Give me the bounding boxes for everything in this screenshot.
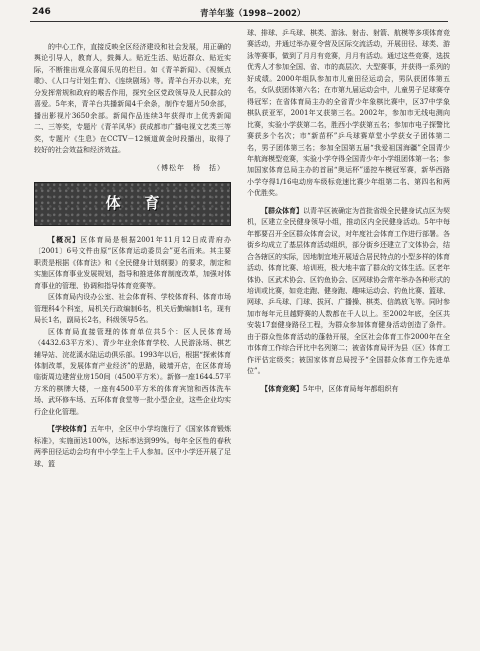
- school-sports-continuation: 球、排球、乒乓球、棋类、游泳、射击、射箭、航模等多项体育竞赛活动，并通过举办夏令营及区际交流活动，开展田径、球类、游泳等赛事，做到了月月有竞赛，月月有活动。通过这些竞赛，选拔优秀人才参加全国、省、市的高层次、大型赛事，并获得一系列的好成绩。2000年组队参加市儿童田径运动会，男队获团体第五名，女队获团体第六名；在市第九届运动会中，儿童男子足球赛夺得冠军；在省体育局主办的全省青少年象棋比赛中，区37中学象棋队获亚军，2001年又获第三名。2002年，参加市无线电测向比赛，实验小学获第二名，胜西小学获第五名；参加市电子探警比赛获多个名次；市“新苗杯”乒乓球赛草堂小学获女子团体第二名，男子团体第三名；参加全国第五届“我爱祖国海疆”全国青少年航海模型竞赛，实验小学夺得全国青少年小学组团体第一名；参加国家体育总局主办的首届“奥运杯”遥控车模冠军赛，新华西路小学夺得1/16电动房车级标竞速比赛少年组第二名、第四名和两个优胜奖。: [247, 29, 450, 198]
- author-signature: （傅松年 杨 括）: [153, 163, 225, 172]
- intro-paragraph: 的中心工作，直接反映全区经济建设和社会发展，用正确的舆论引导人，教育人，鼓舞人。贴近生活、贴近群众、贴近实际，不断推出观众喜闻乐见的栏目。如《青羊新闻》、《视频点歌》、《人口与计划生育》、《连续剧场》等。青羊台开办以来，充分发挥常规和政府的喉舌作用，探究全区党政领导及人民群众的喜爱。5年来，青羊台共播新闻4千余条，制作专题片50余部，播出影视片3650余部。新闻作品连续3年获得市上优秀新闻二、三等奖，专题片《青羊风华》获成都市广播电视文艺类三等奖，专题片《生息》在CCTV－12频道黄金时段播出，取得了较好的社会效益和经济效益。: [34, 43, 231, 155]
- overview-label: 【概况】: [48, 235, 81, 244]
- facilities-paragraph: 区体育局直接管理的体育单位共5个：区人民体育场（4432.63平方米）、青少年业余体育学校、人民游泳场、棋艺辅导站、浣花溪水陆运动俱乐部。1993年以后，根据“探索体育体制改革，发展体育产业经济”的思路，破墙开店，在区体育场临街周边建营业房150间（4500平方米）。新修一座1644.57平方米的棋牌大楼，一座有4500平方米的体育宾馆和西体洗车场、武环修车场、五环体育食堂等一批小型企业，这些企业均实行企业化管理。: [34, 327, 231, 416]
- mass-sports-text: 以青羊区被确定为首批省级全民健身试点区为契机，区建立全民健身领导小组，推动区内全民健身活动。5年中每年都要召开全区群众体育会议，对年度社会体育工作进行部署。各街乡均成立了基层体育活动组织，部分街乡还建立了文体协会，结合各辖区的实际，因地制宜地开展适合居民特点的小型多样的体育活动、体育比赛、培训班，极大地丰富了群众的文体生活。区老年体协、区武术协会、区钓鱼协会、区网球协会常年举办各种形式的培训或比赛，如竞走跑、健身跑、趣味运动会、钓鱼比赛、篮球、网球、乒乓球、门球、拔河、广播操、棋类、信鸽放飞等。同时参加市每年元旦越野赛的人数都在千人以上。至2002年底，全区共安装17套健身路径工程，为群众参加体育健身活动创造了条件。由于群众性体育活动的蓬勃开展，全区社会体育工作2000年在全市体育工作综合评比中名列第二；被省体育局评为县（区）体育工作评估定级奖；被国家体育总局授予“全国群众体育工作先进单位”。: [247, 206, 450, 376]
- overview-paragraph: [34, 235, 231, 292]
- overview-text: 区体育局是根据2001年11月12日成青府办〔2001〕6号文件由原“区体育运动委员会”更名而来。其主要职责是根据《体育法》和《全民健身计划纲要》的要求，制定和实施区体育事业发展规划，指导和推进体育制度改革，加强对体育事业的管理、协调和指导体育竞赛等。: [34, 235, 231, 290]
- competition-text: 5年中，区体育局每年都组织有: [303, 384, 399, 393]
- header-rule: [30, 21, 448, 22]
- right-column: [247, 28, 450, 395]
- mass-sports-label: 【群众体育】: [261, 206, 303, 215]
- school-sports-paragraph: [34, 424, 231, 470]
- competition-paragraph: [247, 384, 450, 395]
- competition-label: 【体育竞赛】: [261, 384, 303, 393]
- section-banner: [34, 182, 231, 226]
- section-title: 体育: [105, 194, 184, 213]
- mass-sports-paragraph: [247, 206, 450, 378]
- school-sports-text: 五年中，全区中小学均施行了《国家体育锻炼标准》，实施面达100%，达标率达到99%。每年全区性的春秋两季田径运动会均有中小学生上千人参加。区中小学还开展了足球、篮: [34, 425, 232, 468]
- left-column: [34, 42, 231, 470]
- running-title: 青羊年鉴（1998~2002）: [200, 9, 306, 19]
- school-sports-label: 【学校体育】: [48, 425, 91, 434]
- staffing-paragraph: 区体育局内设办公室、社会体育科、学校体育科、体育市场管理科4个科室，局机关行政编制6名，机关后勤编制1名，现有局长1名，副局长2名，科级领导5名。: [34, 293, 231, 325]
- page-number: 246: [32, 7, 51, 17]
